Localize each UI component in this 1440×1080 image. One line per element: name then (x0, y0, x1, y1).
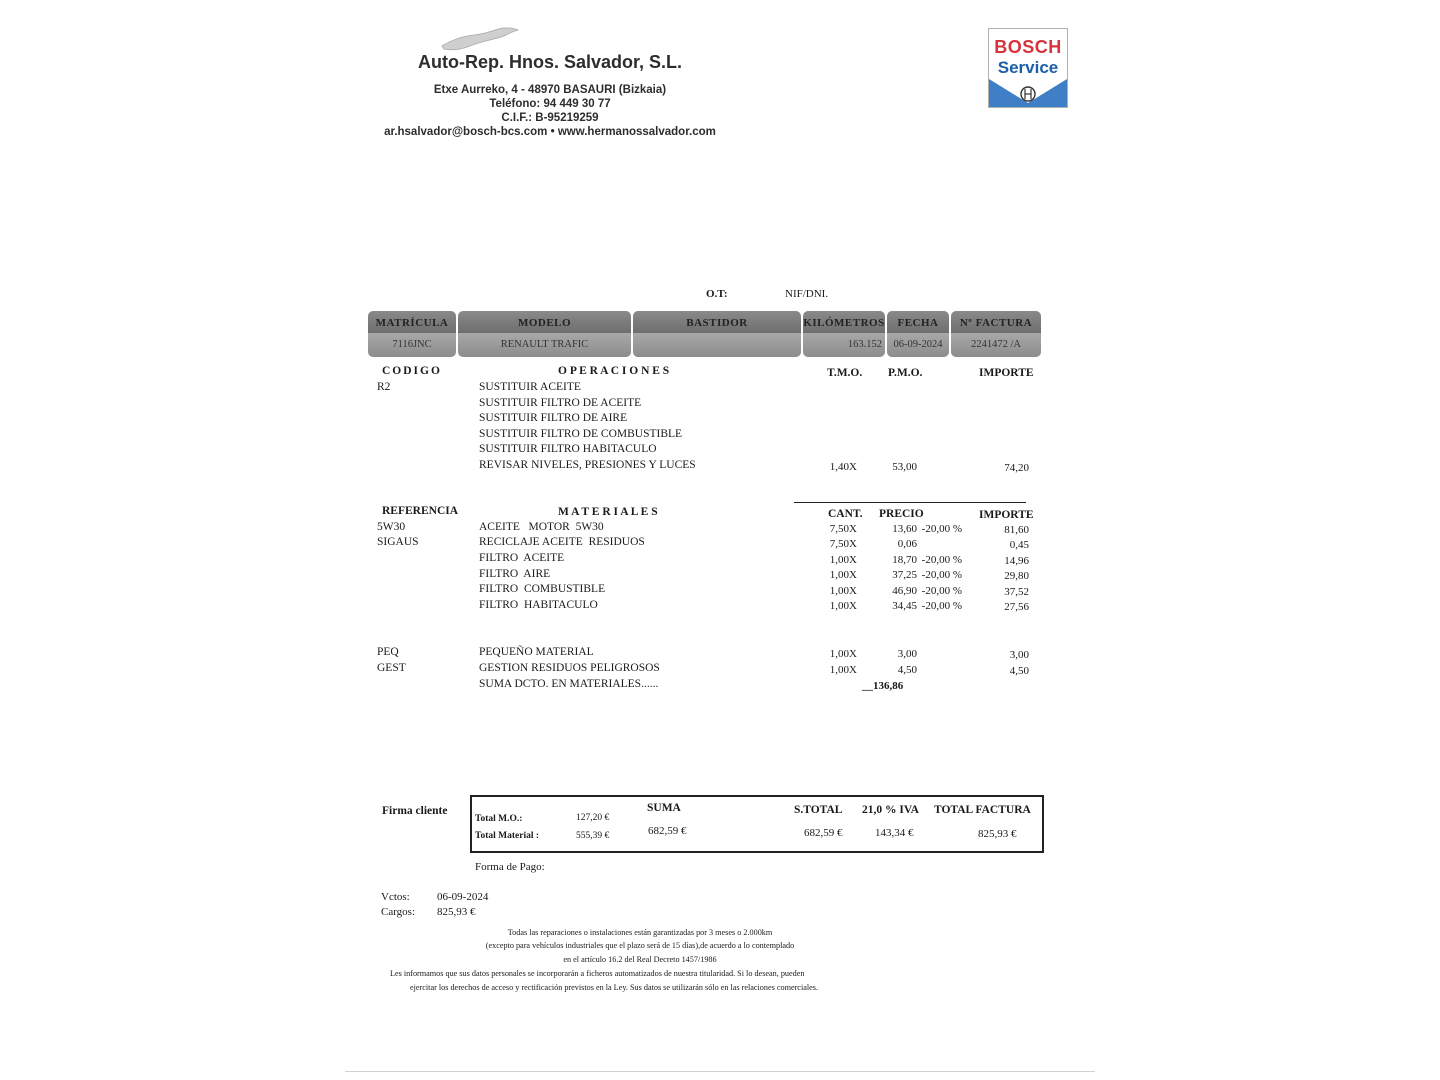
footer-line: Todas las reparaciones o instalaciones están garantizadas por 3 meses o 2.000km (507, 928, 773, 937)
header-matricula: MATRÍCULA (368, 311, 456, 333)
operation-tmo: 1,40X (829, 461, 857, 473)
material-desc: FILTRO COMBUSTIBLE (479, 583, 606, 595)
footer-line: (excepto para vehículos industriales que el plazo será de 15 días),de acuerdo a lo contemplado (485, 941, 795, 950)
material-dto: -20,00 % (921, 569, 962, 581)
company-logo-graphic (440, 26, 520, 54)
material-desc: RECICLAJE ACEITE RESIDUOS (479, 536, 645, 548)
company-phone: Teléfono: 94 449 30 77 (489, 98, 611, 110)
material-ref: 5W30 (377, 521, 406, 533)
company-name: Auto-Rep. Hnos. Salvador, S.L. (417, 52, 683, 72)
service-logo-text: Service (997, 58, 1059, 77)
material-precio: 18,70 (892, 554, 917, 566)
total-material-value: 555,39 € (576, 831, 610, 841)
discount-value: __136,86 (862, 680, 904, 692)
header-bastidor: BASTIDOR (633, 311, 801, 333)
company-cif: C.I.F.: B-95219259 (501, 112, 599, 124)
value-factura: 2241472 /A (951, 333, 1041, 357)
material-desc: FILTRO AIRE (479, 568, 551, 580)
material-precio: 34,45 (892, 600, 917, 612)
value-kilometros: 163.152 (803, 333, 885, 357)
value-modelo: RENAULT TRAFIC (458, 333, 631, 357)
operation-line: SUSTITUIR FILTRO DE AIRE (479, 412, 628, 425)
bosch-service-logo (988, 28, 1068, 108)
value-bastidor (633, 333, 801, 357)
material-precio: 3,00 (897, 648, 917, 660)
material-cant: 1,00X (829, 569, 857, 581)
material-ref: PEQ (377, 646, 399, 658)
footer-line: ejercitar los derechos de acceso y rectificación previstos en la Ley. Sus datos se utilizarán sólo en las relaciones comerciales. (410, 983, 818, 992)
material-desc: GESTION RESIDUOS PELIGROSOS (479, 662, 660, 674)
material-importe: 4,50 (1009, 665, 1029, 677)
materials-divider (794, 502, 1026, 503)
operation-line: SUSTITUIR ACEITE (479, 381, 581, 393)
total-factura-value: 825,93 € (978, 828, 1017, 840)
material-cant: 1,00X (829, 585, 857, 597)
material-precio: 46,90 (892, 585, 917, 597)
header-modelo: MODELO (458, 311, 631, 333)
footer-line: Les informamos que sus datos personales se incorporarán a ficheros automatizados de nuestra titularidad. Si lo desean, pueden (390, 969, 805, 978)
footer-line: en el artículo 16.2 del Real Decreto 1457/1986 (563, 955, 717, 964)
header-fecha: FECHA (887, 311, 949, 333)
total-mo-label: Total M.O.: (475, 814, 523, 824)
material-precio: 37,25 (892, 569, 917, 581)
material-precio: 0,06 (897, 538, 917, 550)
material-ref: GEST (377, 662, 406, 674)
total-mo-value: 127,20 € (576, 813, 610, 823)
operation-line: SUSTITUIR FILTRO HABITACULO (479, 443, 657, 456)
material-desc: ACEITE MOTOR 5W30 (479, 521, 604, 533)
material-dto: -20,00 % (921, 585, 962, 597)
total-material-label: Total Material : (475, 831, 540, 841)
company-address: Etxe Aurreko, 4 - 48970 BASAURI (Bizkaia) (433, 84, 667, 96)
material-desc: FILTRO HABITACULO (479, 599, 598, 611)
material-cant: 7,50X (829, 523, 857, 535)
operation-lines (479, 380, 799, 474)
materials-desc-header: M A T E R I A L E S (558, 506, 658, 518)
material-dto: -20,00 % (921, 523, 962, 535)
suma-value: 682,59 € (648, 825, 687, 837)
material-importe: 27,56 (1004, 601, 1029, 613)
operation-code: R2 (377, 381, 391, 393)
material-precio: 13,60 (892, 523, 917, 535)
cant-header: CANT. (828, 508, 863, 520)
operations-desc-header: O P E R A C I O N E S (558, 365, 670, 377)
material-cant: 7,50X (829, 538, 857, 550)
nif-label: NIF/DNI. (785, 288, 829, 300)
material-desc: FILTRO ACEITE (479, 552, 565, 564)
vctos-value: 06-09-2024 (437, 891, 489, 903)
material-importe: 37,52 (1004, 586, 1029, 598)
header-factura: Nº FACTURA (951, 311, 1041, 333)
bosch-logo-text: BOSCH (994, 37, 1062, 57)
tmo-header: T.M.O. (827, 367, 863, 379)
cargos-value: 825,93 € (437, 906, 476, 918)
scan-edge (345, 1071, 1095, 1072)
material-cant: 1,00X (829, 554, 857, 566)
suma-label: SUMA (647, 802, 681, 814)
material-importe: 81,60 (1004, 524, 1029, 536)
material-ref: SIGAUS (377, 536, 419, 548)
material-cant: 1,00X (829, 600, 857, 612)
materials-importe-header: IMPORTE (979, 509, 1034, 521)
material-dto: -20,00 % (921, 600, 962, 612)
bosch-armature-icon (989, 77, 1067, 107)
operation-line: SUSTITUIR FILTRO DE COMBUSTIBLE (479, 427, 683, 440)
iva-value: 143,34 € (875, 827, 914, 839)
precio-header: PRECIO (879, 508, 924, 520)
material-importe: 0,45 (1009, 539, 1029, 551)
pmo-header: P.M.O. (888, 367, 923, 379)
value-fecha: 06-09-2024 (887, 333, 949, 357)
ot-label: O.T: (706, 288, 728, 300)
material-cant: 1,00X (829, 664, 857, 676)
firma-label: Firma cliente (382, 805, 448, 817)
material-dto: -20,00 % (921, 554, 962, 566)
total-factura-label: TOTAL FACTURA (934, 804, 1031, 816)
operations-importe-header: IMPORTE (979, 367, 1034, 379)
company-contact: ar.hsalvador@bosch-bcs.com • www.hermanossalvador.com (384, 126, 716, 138)
material-desc: PEQUEÑO MATERIAL (479, 646, 594, 658)
operation-importe: 74,20 (1004, 462, 1029, 474)
operation-pmo: 53,00 (892, 461, 917, 473)
material-precio: 4,50 (897, 664, 917, 676)
stotal-label: S.TOTAL (794, 804, 843, 816)
material-importe: 14,96 (1004, 555, 1029, 567)
material-importe: 3,00 (1009, 649, 1029, 661)
vctos-label: Vctos: (381, 891, 410, 903)
value-matricula: 7116JNC (368, 333, 456, 357)
cargos-label: Cargos: (381, 906, 416, 918)
discount-label: SUMA DCTO. EN MATERIALES...... (479, 678, 659, 690)
operation-line: SUSTITUIR FILTRO DE ACEITE (479, 396, 642, 409)
stotal-value: 682,59 € (804, 827, 843, 839)
material-importe: 29,80 (1004, 570, 1029, 582)
forma-pago-label: Forma de Pago: (475, 861, 545, 873)
header-kilometros: KILÓMETROS (803, 311, 885, 333)
operation-line: REVISAR NIVELES, PRESIONES Y LUCES (479, 458, 696, 471)
iva-label: 21,0 % IVA (862, 804, 919, 816)
material-cant: 1,00X (829, 648, 857, 660)
operations-code-header: CODIGO (382, 365, 442, 377)
materials-ref-header: REFERENCIA (382, 505, 459, 517)
